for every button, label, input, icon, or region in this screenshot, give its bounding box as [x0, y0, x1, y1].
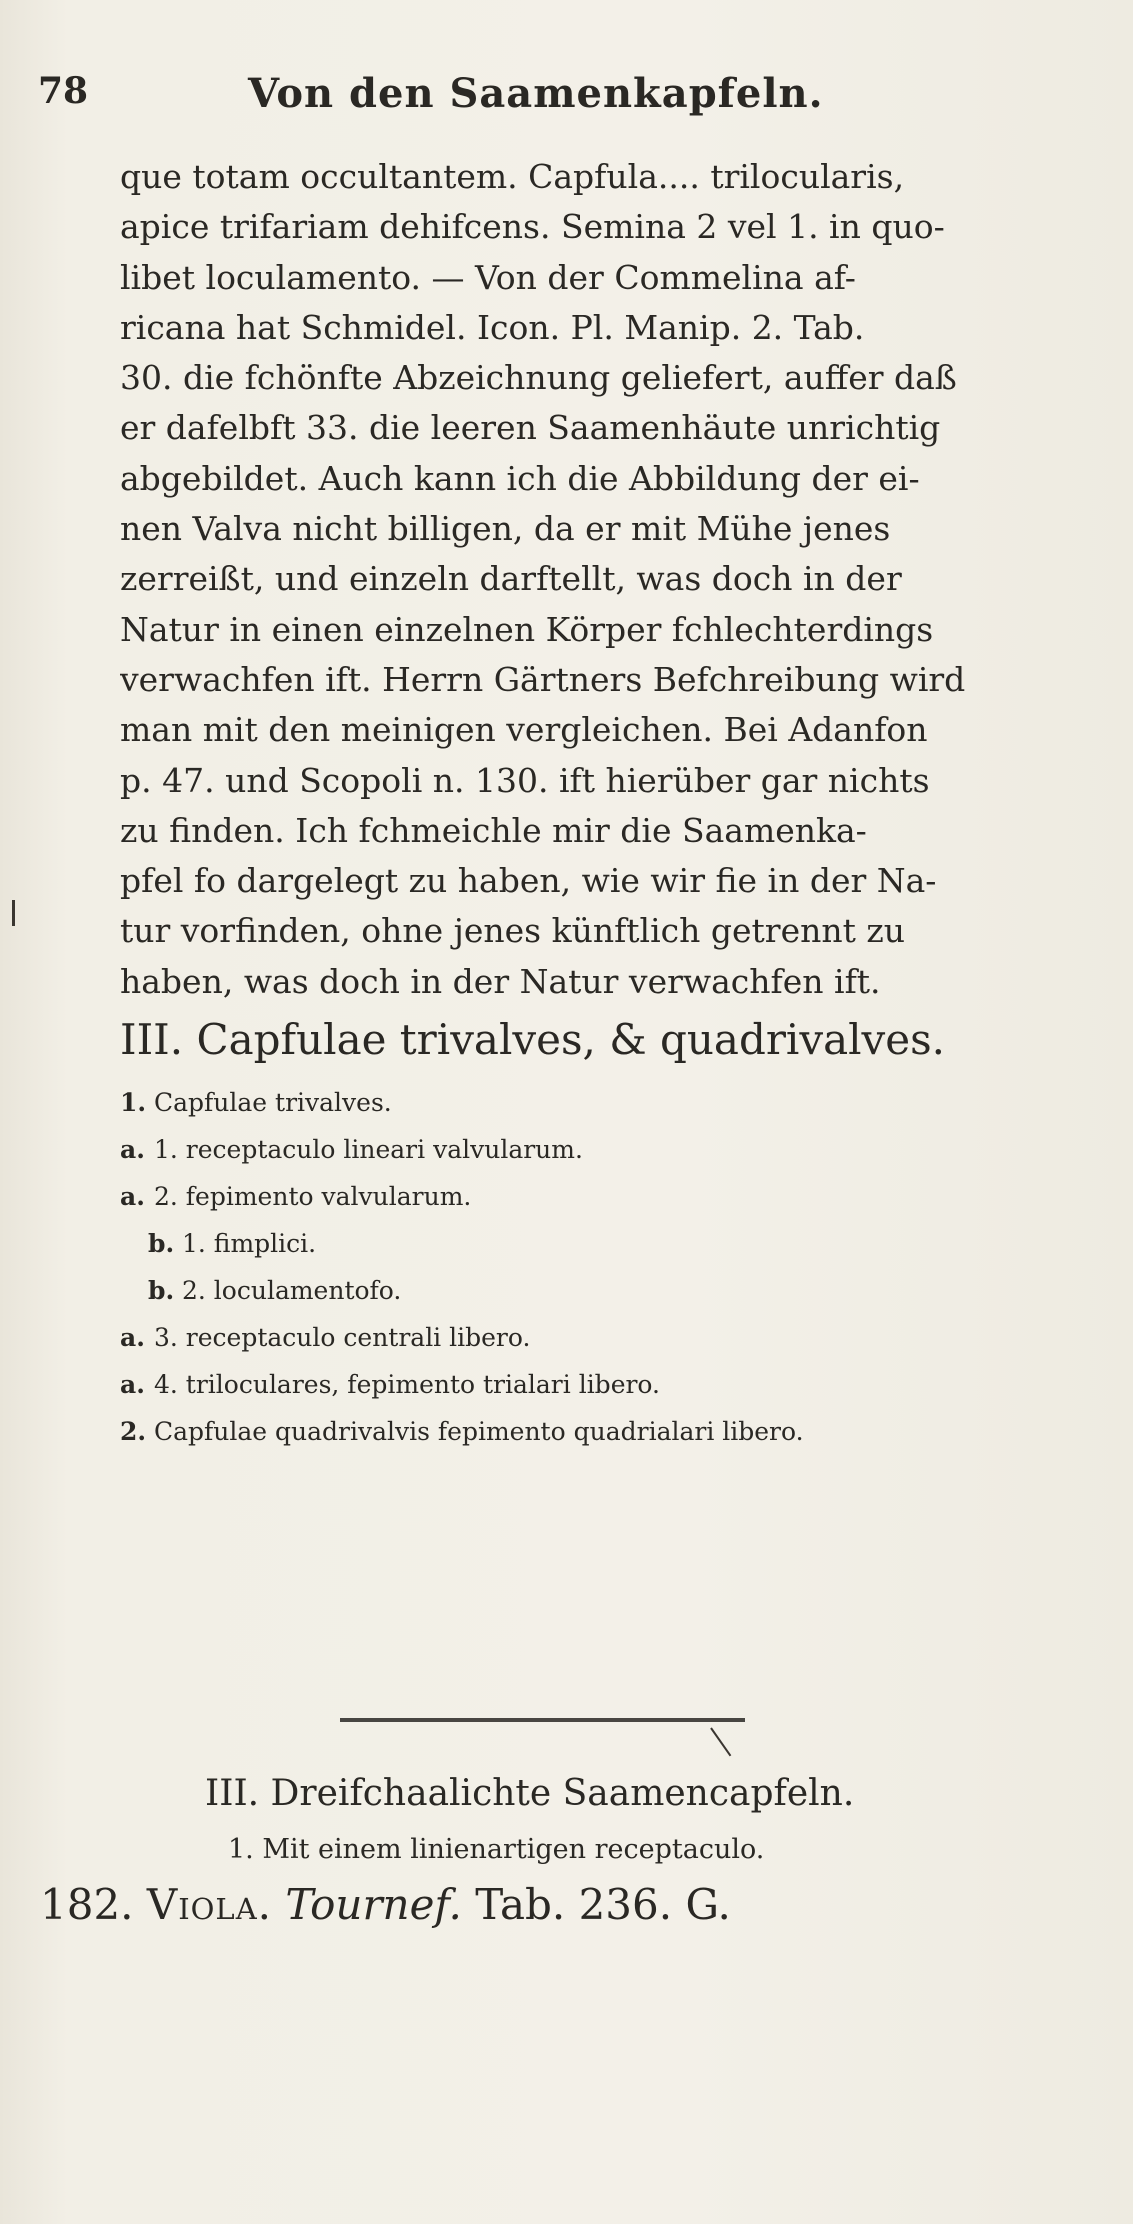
- text-line: nen Valva nicht billigen, da er mit Mühe jenes: [120, 509, 891, 549]
- section-divider: [340, 1718, 745, 1722]
- text-line: haben, was doch in der Natur verwachfen ift.: [120, 961, 881, 1001]
- outline-item: [120, 1173, 1090, 1220]
- subsection-item: 1. Mit einem linienartigen receptaculo.: [228, 1834, 765, 1865]
- outline-item: [120, 1408, 1090, 1455]
- outline-text: Capfulae quadrivalvis fepimento quadrialari libero.: [154, 1417, 804, 1447]
- text-line: abgebildet. Auch kann ich die Abbildung der ei-: [120, 458, 920, 498]
- text-line: tur vorfinden, ohne jenes künftlich getrennt zu: [120, 911, 906, 951]
- text-line: libet loculamento. — Von der Commelina af-: [120, 257, 856, 297]
- text-line: zerreißt, und einzeln darftellt, was doch in der: [120, 559, 902, 599]
- text-line: pfel fo dargelegt zu haben, wie wir fie in der Na-: [120, 861, 937, 901]
- section-heading: III. Capfulae trivalves, & quadrivalves.: [120, 1015, 946, 1065]
- outline-marker: 2.: [120, 1417, 147, 1447]
- running-head: Von den Saamenkapfeln.: [248, 70, 824, 117]
- page-number: 78: [38, 70, 89, 112]
- outline-text: 1. fimplici.: [182, 1229, 317, 1259]
- text-line: p. 47. und Scopoli n. 130. ift hierüber gar nichts: [120, 760, 930, 800]
- margin-mark: [12, 900, 15, 926]
- outline-marker: 1.: [120, 1088, 147, 1118]
- outline-marker: a.: [120, 1182, 145, 1212]
- outline-marker: b.: [148, 1276, 175, 1306]
- subsection-title: III. Dreifchaalichte Saamencapfeln.: [205, 1773, 855, 1814]
- outline-item: [120, 1079, 1090, 1126]
- outline-marker: a.: [120, 1370, 145, 1400]
- outline-item: [120, 1126, 1090, 1173]
- text-line: Natur in einen einzelnen Körper fchlechterdings: [120, 609, 934, 649]
- entry-genus: Viola.: [146, 1880, 272, 1929]
- outline-text: 4. triloculares, fepimento trialari libero.: [154, 1370, 660, 1400]
- outline-marker: b.: [148, 1229, 175, 1259]
- text-line: er dafelbft 33. die leeren Saamenhäute unrichtig: [120, 408, 941, 448]
- outline-item: [120, 1314, 1090, 1361]
- entry-reference: Tab. 236. G.: [475, 1880, 731, 1929]
- outline-text: 2. loculamentofo.: [182, 1276, 402, 1306]
- outline-item: [120, 1267, 1090, 1314]
- body-text: [120, 152, 1090, 1455]
- outline-text: 2. fepimento valvularum.: [154, 1182, 472, 1212]
- outline-text: 3. receptaculo centrali libero.: [154, 1323, 531, 1353]
- text-line: 30. die fchönfte Abzeichnung geliefert, auffer daß: [120, 358, 957, 398]
- ink-mark: [710, 1727, 731, 1756]
- outline-marker: a.: [120, 1323, 145, 1353]
- classification-outline: [120, 1079, 1090, 1455]
- outline-text: 1. receptaculo lineari valvularum.: [154, 1135, 583, 1165]
- text-line: man mit den meinigen vergleichen. Bei Adanfon: [120, 710, 928, 750]
- text-line: que totam occultantem. Capfula.... trilocularis,: [120, 157, 905, 196]
- text-line: ricana hat Schmidel. Icon. Pl. Manip. 2. Tab.: [120, 307, 865, 347]
- outline-marker: a.: [120, 1135, 145, 1165]
- page-header: [38, 70, 1073, 130]
- paragraph: [120, 152, 1090, 1007]
- text-line: zu finden. Ich fchmeichle mir die Saamenka-: [120, 810, 867, 850]
- outline-text: Capfulae trivalves.: [154, 1088, 392, 1118]
- genus-entry: [40, 1880, 731, 1929]
- outline-item: [120, 1361, 1090, 1408]
- text-line: apice trifariam dehifcens. Semina 2 vel 1. in quo-: [120, 207, 945, 247]
- text-line: verwachfen ift. Herrn Gärtners Befchreibung wird: [120, 659, 966, 699]
- entry-author: Tournef.: [285, 1880, 462, 1929]
- outline-item: [120, 1220, 1090, 1267]
- entry-number: 182.: [40, 1880, 134, 1929]
